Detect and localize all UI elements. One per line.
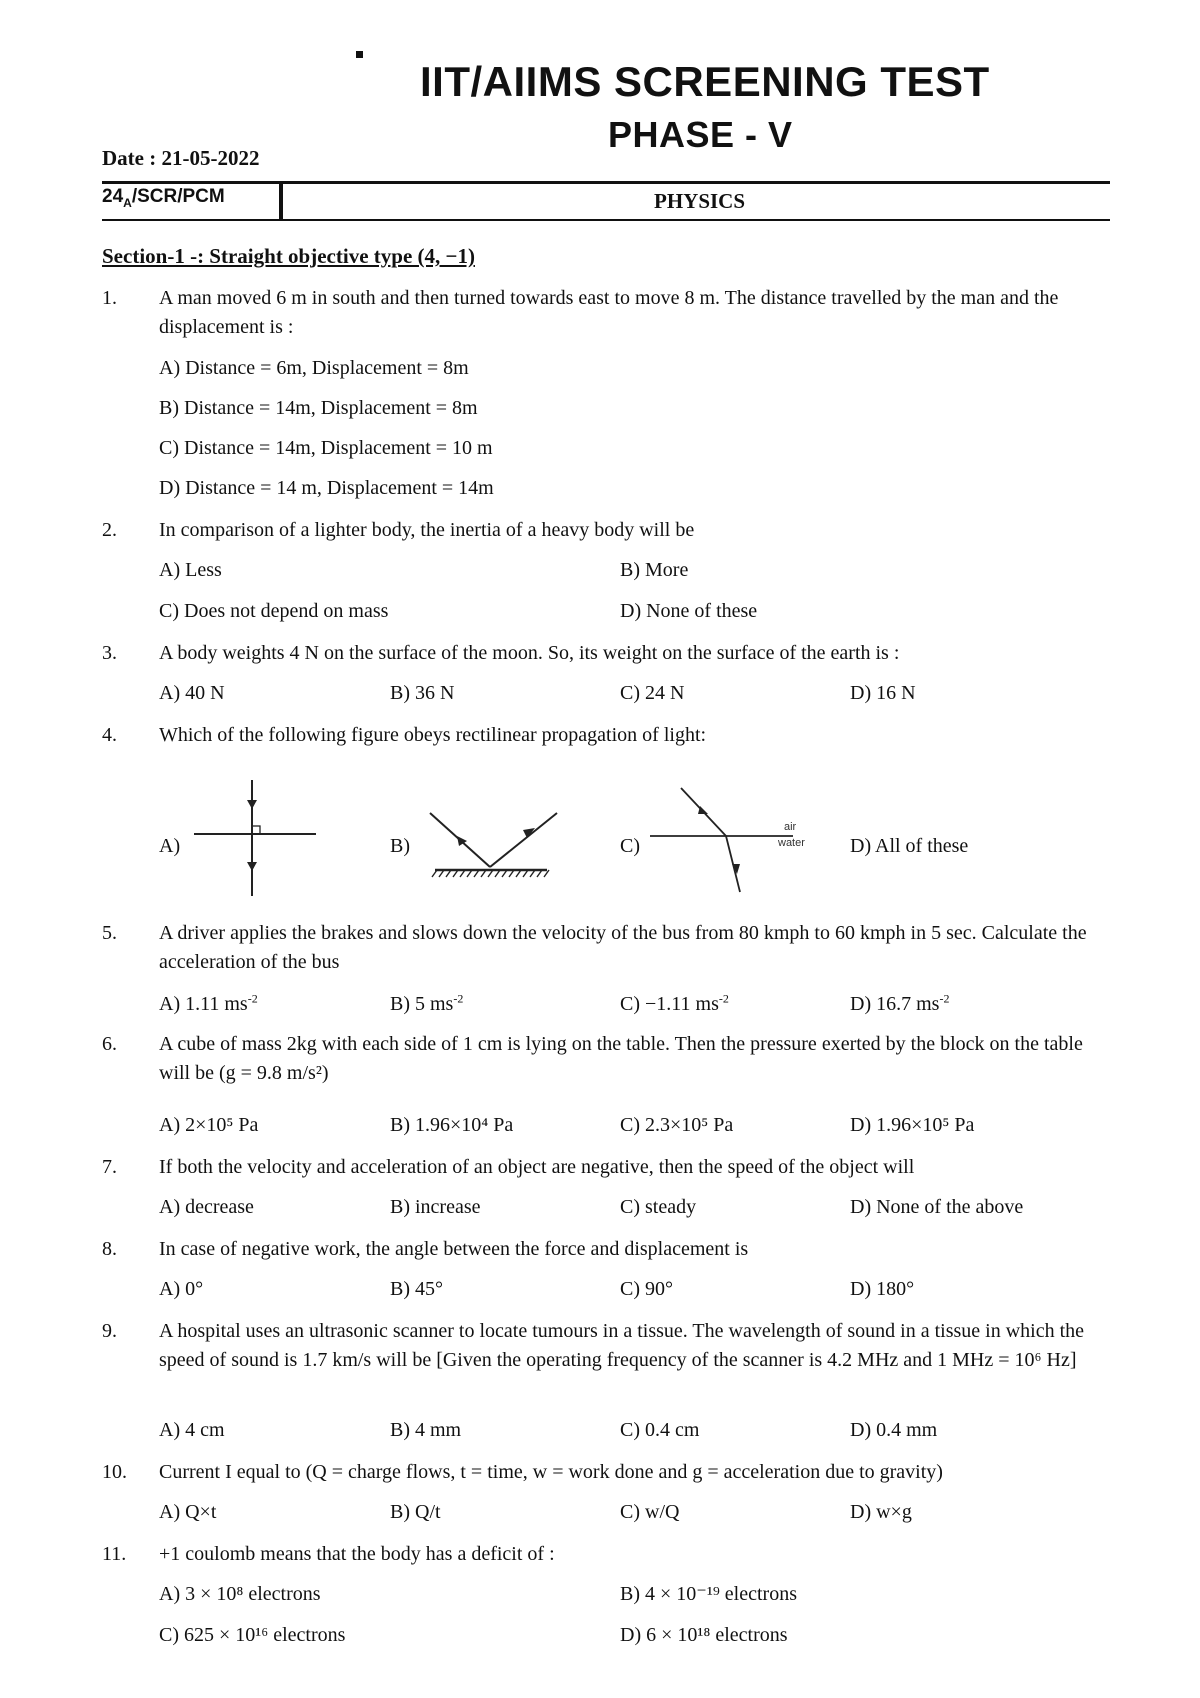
q7-option-d: D) None of the above	[850, 1196, 1024, 1218]
question-number: 2.	[102, 519, 117, 541]
question-number: 1.	[102, 287, 117, 309]
figure-b-reflection	[425, 808, 565, 878]
q8-option-a: A) 0°	[159, 1278, 204, 1300]
question-number: 7.	[102, 1156, 117, 1178]
question-10	[102, 1458, 1112, 1488]
question-text: A body weights 4 N on the surface of the moon. So, its weight on the surface of the earth is :	[159, 642, 900, 664]
q8-option-b: B) 45°	[390, 1278, 443, 1300]
question-text: Current I equal to (Q = charge flows, t = time, w = work done and g = acceleration due to gravity)	[159, 1461, 943, 1483]
header-divider	[279, 184, 283, 220]
question-11	[102, 1540, 1112, 1570]
q2-option-b: B) More	[620, 559, 689, 581]
q2-option-d: D) None of these	[620, 600, 758, 622]
arrow-down-icon	[247, 862, 257, 871]
q2-option-c: C) Does not depend on mass	[159, 600, 389, 622]
question-text: A driver applies the brakes and slows down the velocity of the bus from 80 kmph to 60 kmph in 5 sec. Calculate the acceleration of the bus	[159, 922, 1087, 973]
header-rule-bottom	[102, 219, 1110, 221]
q4-option-d: D) All of these	[850, 835, 969, 857]
q4-option-a: A)	[159, 835, 181, 857]
question-number: 5.	[102, 922, 117, 944]
question-text: +1 coulomb means that the body has a deficit of :	[159, 1543, 555, 1565]
q6-option-d: D) 1.96×10⁵ Pa	[850, 1114, 975, 1136]
exam-date: Date : 21-05-2022	[102, 146, 260, 170]
q9-option-d: D) 0.4 mm	[850, 1419, 938, 1441]
q9-option-a: A) 4 cm	[159, 1419, 225, 1441]
q3-option-a: A) 40 N	[159, 682, 225, 704]
q10-option-a: A) Q×t	[159, 1501, 217, 1523]
q11-option-a: A) 3 × 10⁸ electrons	[159, 1583, 321, 1605]
question-text: A man moved 6 m in south and then turned towards east to move 8 m. The distance travelled by the man and the displacement is :	[159, 287, 1059, 338]
q2-option-a: A) Less	[159, 559, 222, 581]
question-number: 10.	[102, 1461, 127, 1483]
q10-option-b: B) Q/t	[390, 1501, 441, 1523]
q8-option-c: C) 90°	[620, 1278, 673, 1300]
q8-option-d: D) 180°	[850, 1278, 915, 1300]
header-dot	[356, 51, 363, 58]
question-2	[102, 516, 1112, 546]
question-number: 3.	[102, 642, 117, 664]
arrow-down-icon	[247, 800, 257, 809]
q7-option-b: B) increase	[390, 1196, 481, 1218]
section-heading: Section-1 -: Straight objective type (4, −1)	[102, 244, 475, 268]
phase-title: PHASE - V	[608, 114, 793, 155]
q3-option-b: B) 36 N	[390, 682, 455, 704]
q10-option-d: D) w×g	[850, 1501, 912, 1523]
question-4	[102, 721, 1112, 751]
q9-option-c: C) 0.4 cm	[620, 1419, 700, 1441]
question-8	[102, 1235, 1112, 1265]
water-label: water	[778, 837, 805, 849]
q4-option-c: C)	[620, 835, 640, 857]
question-number: 4.	[102, 724, 117, 746]
question-text: In case of negative work, the angle between the force and displacement is	[159, 1238, 749, 1260]
q7-option-a: A) decrease	[159, 1196, 254, 1218]
question-number: 11.	[102, 1543, 127, 1565]
question-text: In comparison of a lighter body, the inertia of a heavy body will be	[159, 519, 695, 541]
question-7	[102, 1153, 1112, 1183]
header-rule-top	[102, 181, 1110, 184]
figure-a-normal-incidence	[190, 776, 320, 901]
reflected-ray	[490, 813, 557, 867]
figure-c-refraction	[648, 784, 818, 896]
air-label: air	[784, 821, 797, 833]
question-number: 8.	[102, 1238, 117, 1260]
q5-option-a: A) 1.11 $ms^{-2}$	[159, 991, 258, 1015]
q5-option-b: B) 5 $ms^{-2}$	[390, 991, 464, 1015]
q1-option-d: D) Distance = 14 m, Displacement = 14m	[159, 477, 494, 499]
question-number: 9.	[102, 1320, 117, 1342]
q3-option-d: D) 16 N	[850, 682, 916, 704]
question-number: 6.	[102, 1033, 117, 1055]
q6-option-a: A) 2×10⁵ Pa	[159, 1114, 259, 1136]
q11-option-c: C) 625 × 10¹⁶ electrons	[159, 1624, 346, 1646]
paper-code: $24_A/SCR$/PCM	[102, 186, 225, 210]
q1-option-a: A) Distance = 6m, Displacement = 8m	[159, 357, 469, 379]
question-1	[102, 284, 1112, 344]
subject-title: PHYSICS	[654, 189, 746, 213]
question-text: Which of the following figure obeys rectilinear propagation of light:	[159, 724, 707, 746]
question-text: A hospital uses an ultrasonic scanner to locate tumours in a tissue. The wavelength of sound in a tissue in which the speed of sound is 1.7 km/s will be [Given the operating frequency of the scanner is 4.2 MHz and 1 MHz = 10⁶ Hz]	[159, 1320, 1084, 1371]
q6-option-c: C) 2.3×10⁵ Pa	[620, 1114, 734, 1136]
q10-option-c: C) w/Q	[620, 1501, 680, 1523]
q1-option-b: B) Distance = 14m, Displacement = 8m	[159, 397, 478, 419]
question-3	[102, 639, 1112, 669]
q5-option-d: D) 16.7 $ms^{-2}$	[850, 991, 950, 1015]
question-6	[102, 1030, 1112, 1090]
page-title: IIT/AIIMS SCREENING TEST	[420, 58, 990, 105]
q7-option-c: C) steady	[620, 1196, 697, 1218]
q4-option-b: B)	[390, 835, 410, 857]
q5-option-c: C) −1.11 $ms^{-2}$	[620, 991, 729, 1015]
q11-option-b: B) 4 × 10⁻¹⁹ electrons	[620, 1583, 797, 1605]
question-9	[102, 1317, 1112, 1407]
q3-option-c: C) 24 N	[620, 682, 685, 704]
question-5	[102, 919, 1112, 979]
q9-option-b: B) 4 mm	[390, 1419, 462, 1441]
question-text: If both the velocity and acceleration of an object are negative, then the speed of the object will	[159, 1156, 915, 1178]
right-angle-mark	[252, 826, 260, 834]
question-text: A cube of mass 2kg with each side of 1 cm is lying on the table. Then the pressure exerted by the block on the table will be (g = 9.8 m/s²)	[159, 1033, 1083, 1084]
q6-option-b: B) 1.96×10⁴ Pa	[390, 1114, 514, 1136]
q11-option-d: D) 6 × 10¹⁸ electrons	[620, 1624, 788, 1646]
q1-option-c: C) Distance = 14m, Displacement = 10 m	[159, 437, 493, 459]
